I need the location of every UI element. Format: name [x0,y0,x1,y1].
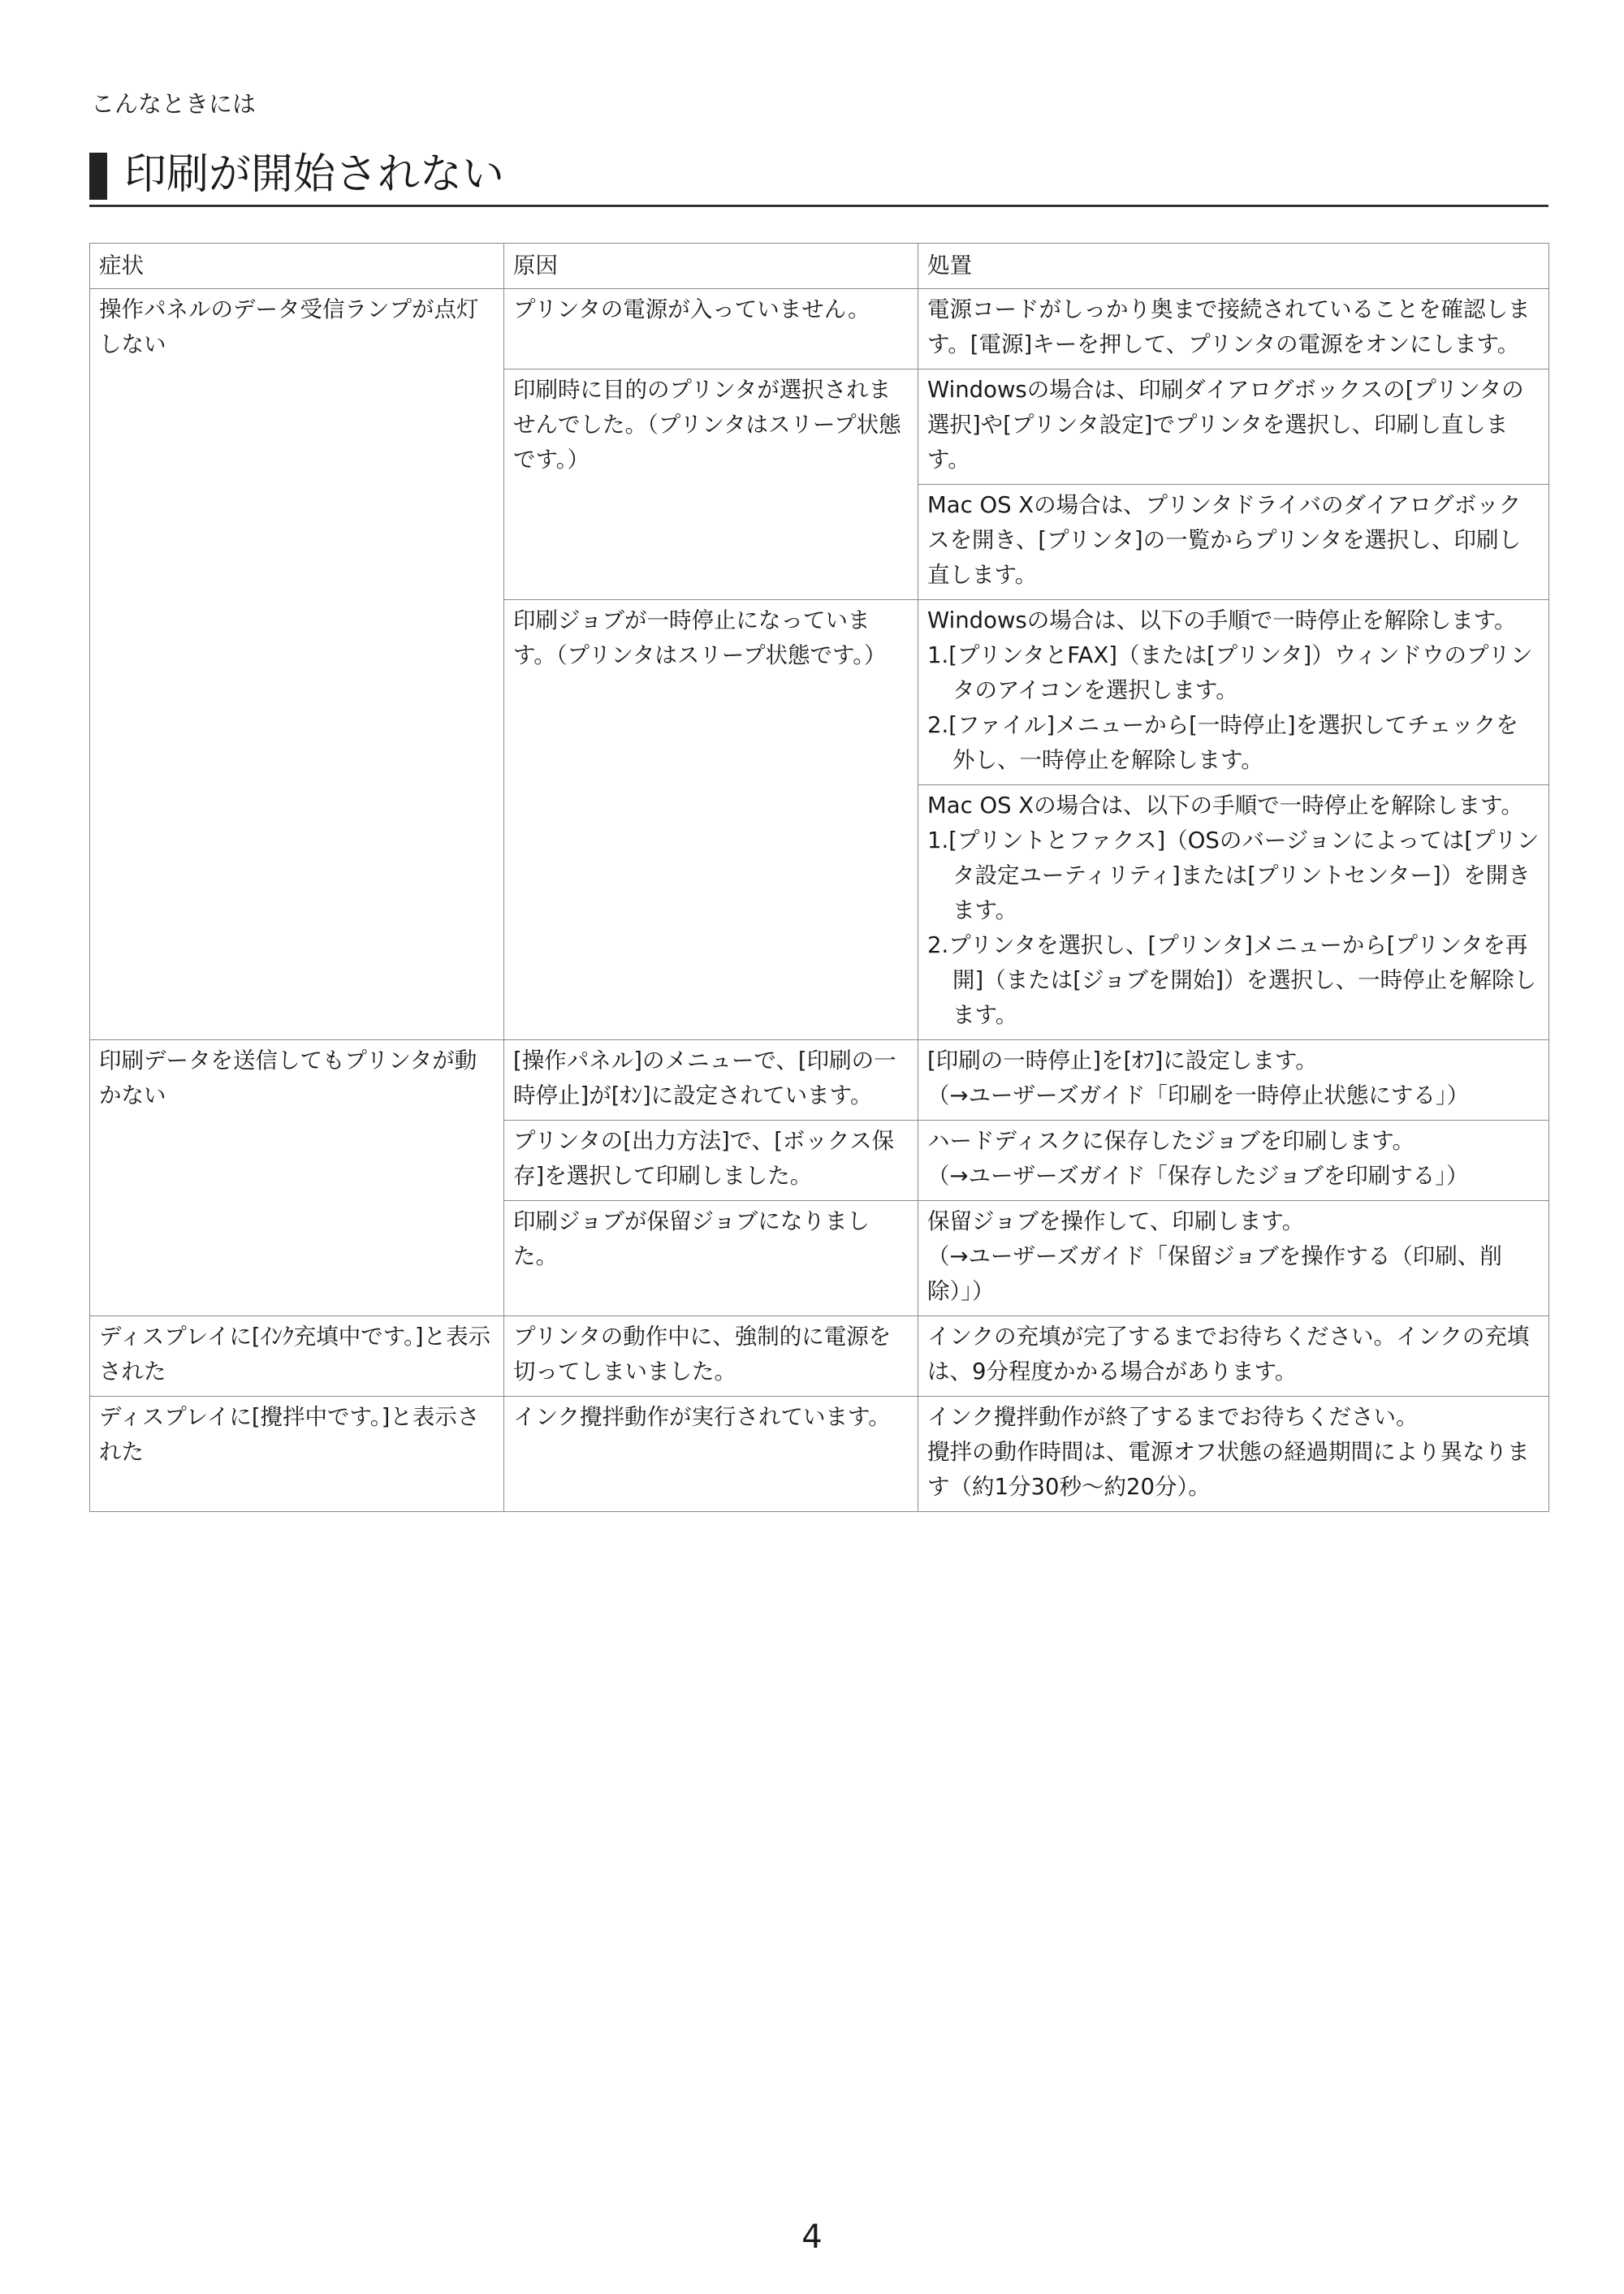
remedy-step: 1.[プリントとファクス]（OSのバージョンによっては[プリンタ設定ユーティリティ]または[プリントセンター]）を開きます。 [927,827,1540,923]
symptom-cell: 印刷データを送信してもプリンタが動かない [90,1040,504,1316]
remedy-text: 電源コードがしっかり奥まで接続されていることを確認します。[電源]キーを押して、プリンタの電源をオンにします。 [927,296,1531,357]
table-row [90,289,1549,369]
remedy-text: [印刷の一時停止]を[ｵﾌ]に設定します。 [927,1048,1318,1074]
section-heading [89,148,1548,207]
remedy-text: インクの充填が完了するまでお待ちください。インクの充填は、9分程度かかる場合があります。 [927,1324,1530,1385]
remedy-text: ハードディスクに保存したジョブを印刷します。 [927,1128,1415,1154]
column-header-symptom: 症状 [90,244,504,289]
remedy-reference: （→ユーザーズガイド「保存したジョブを印刷する」） [927,1163,1469,1189]
cause-cell: プリンタの電源が入っていません。 [504,289,918,369]
table-row [90,1397,1549,1512]
remedy-text: 保留ジョブを操作して、印刷します。 [927,1208,1305,1234]
remedy-cell [918,600,1549,785]
table-row [90,1316,1549,1397]
remedy-step: 1.[プリンタとFAX]（または[プリンタ]）ウィンドウのプリンタのアイコンを選択します。 [927,642,1533,703]
symptom-cell: ディスプレイに[ｲﾝｸ充填中です。]と表示された [90,1316,504,1397]
cause-cell: 印刷ジョブが保留ジョブになりました。 [504,1201,918,1316]
cause-cell: 印刷ジョブが一時停止になっています。（プリンタはスリープ状態です。） [504,600,918,1040]
remedy-cell [918,1397,1549,1512]
remedy-cell [918,1040,1549,1121]
remedy-cell [918,785,1549,1040]
remedy-cell [918,485,1549,600]
column-header-cause: 原因 [504,244,918,289]
column-header-remedy: 処置 [918,244,1549,289]
table-row [90,1040,1549,1121]
cause-cell: プリンタの動作中に、強制的に電源を切ってしまいました。 [504,1316,918,1397]
remedy-step: 2.[ファイル]メニューから[一時停止]を選択してチェックを外し、一時停止を解除します。 [927,712,1518,773]
page-title: 印刷が開始されない [124,150,505,199]
heading-marker-bar [89,153,107,200]
remedy-note: 攪拌の動作時間は、電源オフ状態の経過期間により異なります（約1分30秒〜約20分）。 [927,1439,1530,1500]
table-header-row [90,244,1549,289]
remedy-reference: （→ユーザーズガイド「保留ジョブを操作する（印刷、削除）」） [927,1243,1502,1304]
remedy-cell [918,1121,1549,1201]
chapter-label: こんなときには [91,90,257,118]
cause-cell: 印刷時に目的のプリンタが選択されませんでした。（プリンタはスリープ状態です。） [504,369,918,600]
remedy-step: 2.プリンタを選択し、[プリンタ]メニューから[プリンタを再開]（または[ジョブを開始]）を選択し、一時停止を解除します。 [927,932,1537,1028]
remedy-text: Windowsの場合は、印刷ダイアログボックスの[プリンタの選択]や[プリンタ設定]でプリンタを選択し、印刷し直します。 [927,377,1524,473]
remedy-cell [918,369,1549,485]
cause-cell: [操作パネル]のメニューで、[印刷の一時停止]が[ｵﾝ]に設定されています。 [504,1040,918,1121]
remedy-cell [918,289,1549,369]
cause-cell: プリンタの[出力方法]で、[ボックス保存]を選択して印刷しました。 [504,1121,918,1201]
page-number: 4 [801,2218,823,2256]
remedy-intro: Windowsの場合は、以下の手順で一時停止を解除します。 [927,607,1517,633]
remedy-text: Mac OS Xの場合は、プリンタドライバのダイアログボックスを開き、[プリンタ]の一覧からプリンタを選択し、印刷し直します。 [927,492,1522,588]
remedy-text: インク攪拌動作が終了するまでお待ちください。 [927,1404,1419,1430]
remedy-cell [918,1201,1549,1316]
symptom-cell: ディスプレイに[攪拌中です。]と表示された [90,1397,504,1512]
symptom-cell: 操作パネルのデータ受信ランプが点灯しない [90,289,504,1040]
remedy-reference: （→ユーザーズガイド「印刷を一時停止状態にする」） [927,1082,1470,1108]
troubleshooting-table [89,243,1549,1512]
cause-cell: インク攪拌動作が実行されています。 [504,1397,918,1512]
remedy-intro: Mac OS Xの場合は、以下の手順で一時停止を解除します。 [927,793,1523,819]
remedy-cell [918,1316,1549,1397]
